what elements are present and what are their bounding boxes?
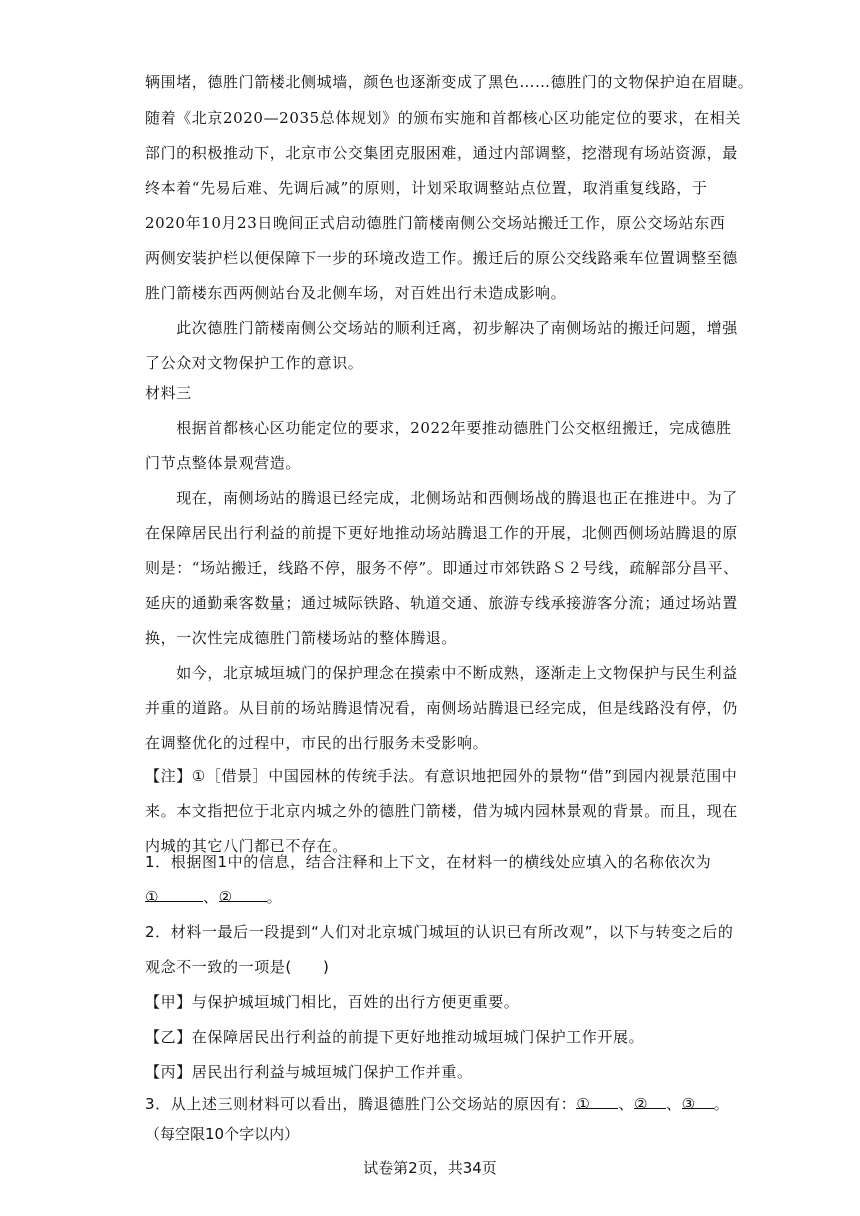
text-line: 延庆的通勤乘客数量；通过城际铁路、轨道交通、旅游专线承接游客分流；通过场站置: [145, 594, 738, 612]
text-line: 现在，南侧场站的腾退已经完成，北侧场站和西侧场战的腾退也正在推进中。为了: [145, 489, 738, 507]
text-line: 此次德胜门箭楼南侧公交场站的顺利迁离，初步解决了南侧场站的搬迁问题，增强: [145, 319, 738, 337]
question-2: 2．材料一最后一段提到“人们对北京城门城垣的认识已有所改观”，以下与转变之后的: [145, 923, 734, 941]
note-line: 来。本文指把位于北京内城之外的德胜门箭楼，借为城内园林景观的背景。而且，现在: [145, 802, 738, 820]
text-line: 了公众对文物保护工作的意识。: [145, 354, 364, 372]
text-line: 在保障居民出行利益的前提下更好地推动场站腾退工作的开展，北侧西侧场站腾退的原: [145, 524, 738, 542]
question-2-stem: 观念不一致的一项是( ): [145, 958, 330, 976]
text-line: 部门的积极推动下，北京市公交集团克服困难，通过内部调整，挖潜现有场站资源，最: [145, 144, 738, 162]
blank-q3-1[interactable]: ①: [576, 1094, 618, 1109]
blank-q3-2[interactable]: ②: [634, 1094, 666, 1109]
text-line: 并重的道路。从目前的场站腾退情况看，南侧场站腾退已经完成，但是线路没有停，仍: [145, 699, 738, 717]
blank-1[interactable]: ①: [145, 887, 203, 902]
section-heading: 材料三: [145, 384, 192, 402]
question-1-blanks: ① 、② 。: [145, 888, 283, 906]
text-line: 门节点整体景观营造。: [145, 454, 302, 472]
text-line: 终本着“先易后难、先调后减”的原则，计划采取调整站点位置，取消重复线路，于: [145, 179, 708, 197]
text-line: 根据首都核心区功能定位的要求，2022年要推动德胜门公交枢纽搬迁，完成德胜: [145, 419, 732, 437]
question-3-note: （每空限10个字以内）: [145, 1125, 300, 1143]
text-line: 胜门箭楼东西两侧站台及北侧车场，对百姓出行未造成影响。: [145, 284, 567, 302]
text-line: 换，一次性完成德胜门箭楼场站的整体腾退。: [145, 629, 458, 647]
text-line: 两侧安装护栏以便保障下一步的环境改造工作。搬迁后的原公交线路乘车位置调整至德: [145, 249, 738, 267]
option-bing: 【丙】居民出行利益与城垣城门保护工作并重。: [145, 1063, 473, 1081]
blank-q3-3[interactable]: ③: [682, 1094, 714, 1109]
question-3: 3．从上述三则材料可以看出，腾退德胜门公交场站的原因有：① 、② 、③ 。: [145, 1095, 730, 1113]
page-footer: 试卷第2页，共34页: [363, 1159, 497, 1177]
blank-2[interactable]: ②: [219, 887, 267, 902]
text-line: 辆围堵，德胜门箭楼北侧城墙，颜色也逐渐变成了黑色……德胜门的文物保护迫在眉睫。: [145, 73, 754, 91]
option-jia: 【甲】与保护城垣城门相比，百姓的出行方便更重要。: [145, 993, 520, 1011]
text-line: 2020年10月23日晚间正式启动德胜门箭楼南侧公交场站搬迁工作，原公交场站东西: [145, 214, 726, 232]
note-line: 内城的其它八门都已不存在。: [145, 837, 348, 855]
text-line: 则是：“场站搬迁，线路不停，服务不停”。即通过市郊铁路Ｓ２号线，疏解部分昌平、: [145, 559, 739, 577]
text-line: 如今，北京城垣城门的保护理念在摸索中不断成熟，逐渐走上文物保护与民生利益: [145, 664, 738, 682]
note-line: 【注】①［借景］中国园林的传统手法。有意识地把园外的景物“借”到园内视景范围中: [145, 767, 738, 785]
question-1: 1．根据图1中的信息，结合注释和上下文，在材料一的横线处应填入的名称依次为: [145, 853, 712, 871]
option-yi: 【乙】在保障居民出行利益的前提下更好地推动城垣城门保护工作开展。: [145, 1028, 645, 1046]
text-line: 在调整优化的过程中，市民的出行服务未受影响。: [145, 734, 489, 752]
text-line: 随着《北京2020—2035总体规划》的颁布实施和首都核心区功能定位的要求，在相关: [145, 109, 741, 127]
